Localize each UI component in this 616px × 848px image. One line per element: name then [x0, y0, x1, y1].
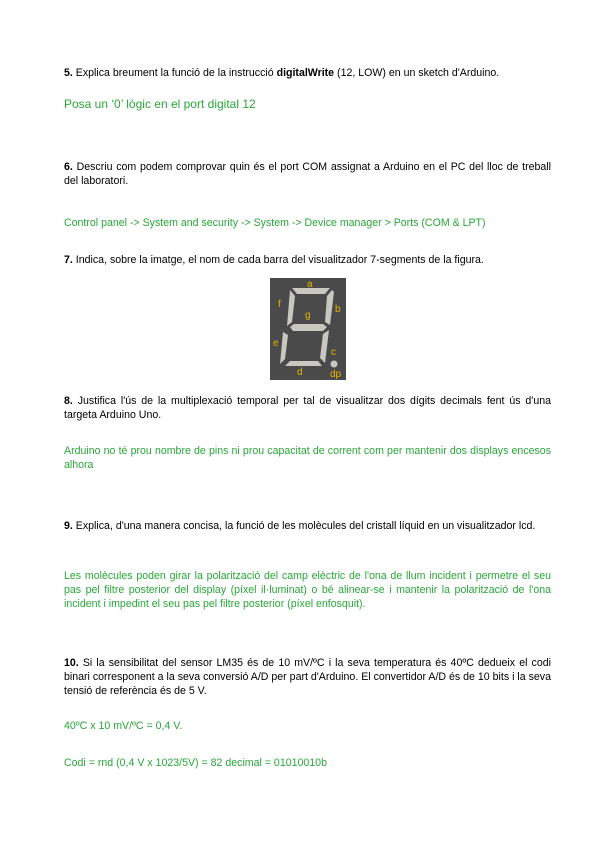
question-text: Explica, d'una manera concisa, la funció de les molècules del cristall líquid en un visualitzador lcd. — [75, 520, 536, 532]
question-9 — [64, 519, 551, 533]
seven-segment-display-figure — [270, 278, 346, 380]
question-number: 6. — [64, 161, 73, 173]
label-c: c — [331, 347, 336, 358]
segment-g — [290, 324, 327, 331]
question-number: 10. — [64, 657, 79, 669]
answer-8: Arduino no té prou nombre de pins ni prou capacitat de corrent com per mantenir dos displays encesos alhora — [64, 445, 551, 471]
label-f: f — [278, 299, 281, 310]
label-b: b — [335, 304, 341, 315]
answer-10-line-1: 40ºC x 10 mV/ºC = 0,4 V. — [64, 720, 183, 732]
answer-6: Control panel -> System and security -> System -> Device manager > Ports (COM & LPT) — [64, 217, 486, 229]
question-number: 5. — [64, 67, 73, 79]
label-g: g — [305, 310, 311, 321]
answer-5: Posa un ‘0’ lògic en el port digital 12 — [64, 97, 256, 111]
label-a: a — [307, 279, 313, 290]
question-7 — [64, 253, 551, 267]
label-e: e — [273, 338, 279, 349]
label-d: d — [297, 367, 303, 378]
question-text: Indica, sobre la imatge, el nom de cada barra del visualitzador 7-segments de la figura. — [75, 254, 484, 266]
answer-10-line-2: Codi = rnd (0,4 V x 1023/5V) = 82 decimal = 01010010b — [64, 757, 327, 769]
seven-segment-display — [270, 278, 346, 380]
question-5 — [64, 66, 551, 80]
label-dp: dp — [330, 369, 342, 380]
question-number: 8. — [64, 395, 73, 407]
question-8 — [64, 394, 551, 422]
segment-dp — [331, 361, 338, 368]
question-text: Explica breument la funció de la instrucció — [75, 67, 277, 79]
question-number: 9. — [64, 520, 73, 532]
question-text-end: (12, LOW) en un sketch d'Arduino. — [334, 67, 500, 79]
segment-d — [285, 361, 322, 366]
question-text: Justifica l'ús de la multiplexació temporal per tal de visualitzar dos dígits decimals fent ús d'una targeta Arduino Uno. — [64, 395, 551, 421]
question-number: 7. — [64, 254, 73, 266]
question-10 — [64, 656, 551, 698]
question-6 — [64, 160, 551, 188]
answer-9: Les molècules poden girar la polarització del camp elèctric de l'ona de llum incident i permetre el seu pas pel filtre posterior del display (píxel il·luminat) o bé alinear-se i mantenir la polarització de l'ona incident i impedint el seu pas pel filtre posterior (píxel enfosquit). — [64, 570, 551, 610]
question-text: Descriu com podem comprovar quin és el port COM assignat a Arduino en el PC del lloc de treball del laboratori. — [64, 161, 551, 187]
question-text: Si la sensibilitat del sensor LM35 és de 10 mV/ºC i la seva temperatura és 40ºC dedueix el codi binari corresponent a la seva conversió A/D per part d'Arduino. El convertidor A/D és de 10 bits i la seva tensió de referència és de 5 V. — [64, 657, 551, 697]
keyword: digitalWrite — [276, 67, 335, 79]
